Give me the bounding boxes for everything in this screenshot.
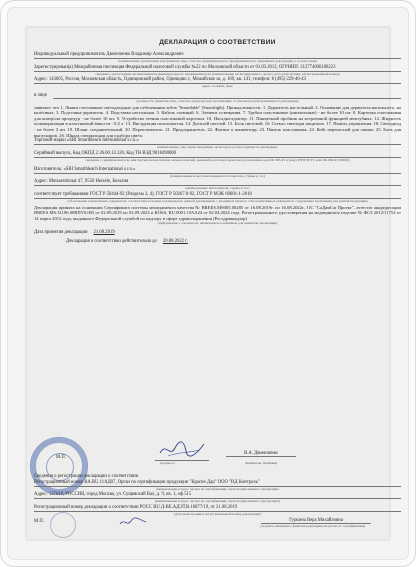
manufacturer-name-caption: (наименование и местонахождение изготовителя, страны и т.п.) bbox=[170, 173, 265, 178]
stamp-label-applicant: М.П. bbox=[56, 455, 66, 460]
applicant-signature bbox=[158, 438, 206, 460]
registrar-caption: (подпись, инициалы, фамилия руководителя органа по сертификации) bbox=[260, 524, 365, 529]
applicant-registration-caption: сведения о регистрации организации или индивидуального предпринимателя (наименование регистрирующего органа, дата регистрации, регистрационный номер) bbox=[95, 71, 340, 76]
manufacturer-address: Адрес: Mutsaerdstraat 47, 9550 Herzele, Бельгия bbox=[34, 179, 401, 186]
standard-caption: (обозначение нормативных документов, соответствие которым подтверждено данной декларацией, с указанием пунктов этих нормативных документов, содержащих требования для данной продукции) bbox=[67, 199, 368, 204]
manufacturer-name: Изготовитель: «SBI Smartbleach International s.r.o.» bbox=[34, 167, 401, 174]
stamp-label-registrar: М.П. bbox=[34, 518, 44, 524]
registration-org-caption: наименование и адрес органа по сертификации, зарегистрировавшего декларацию bbox=[155, 486, 279, 491]
applicant-sign-caption: (подпись) bbox=[160, 461, 175, 465]
registrar-signature bbox=[118, 516, 148, 528]
registration-block bbox=[34, 474, 401, 530]
registration-heading: Сведения о регистрации декларации о соответствии bbox=[34, 474, 139, 479]
basis-text: Декларация принята на основании Сертификата системы менеджмента качества № BREES.MS005.00285 от 16.08.2019г. по 16.08.2022г., ОС "СаДамСм Проект", аттестат аккредитации BREES.MS.31186.00ВПУ0.005 от 02.09.2019 по 02.09.2022 и ROSS, RU.0001.10AА24 от 02.04.2024 года. Регистрационного удостоверения на медицинское изделие № ФСЗ 2012/11754 от 14 марта 2012 года, выданного Федеральной службой по надзору в сфере здравоохранения (Росздравнадзор) bbox=[34, 204, 401, 221]
product-serial: Серийный выпуск, Код ОКПД 2 26.60.13.120, Код ТН ВЭД 9018490000 bbox=[34, 151, 401, 158]
registrar-name: Гуркина Вера Михайловна bbox=[261, 518, 371, 525]
applicant-address: Адрес: 143005, Россия, Московская область, Одинцовский район, Одинцово г., Можайское ш, д. 169, кв. 141, телефон: 8 (495) 229-40-43 bbox=[34, 77, 401, 84]
registration-address-caption: (наименование и адрес органа по сертификации, зарегистрировавшего декларацию) bbox=[154, 499, 281, 504]
applicant-name-caption: наименование организации или фамилия, имя, отчество индивидуального предпринимателя, принявших декларацию о соответствии bbox=[118, 59, 317, 64]
valid-date-value: 20.08.2022 г. bbox=[162, 238, 188, 244]
accepted-date-value: 21.08.2019 bbox=[93, 230, 115, 236]
registration-address: Адрес: 127018, РОССИЯ, город Москва, ул. Сущевский Вал, д. 9, кв. 1, оф.515 bbox=[34, 492, 401, 499]
product-brand: Торговой марки «SBI Smartbleach International s.r.o.» bbox=[34, 138, 401, 145]
standard-text: соответствует требованиям ГОСТ Р 50444-92 (Разделы 3, 4), ГОСТ Р 50267.0-92, ГОСТ Р МЭК 60601-1-2010 bbox=[34, 192, 401, 199]
product-brand-caption: наименование, тип, марка продукции, на которую распространяется декларация, bbox=[157, 145, 278, 150]
registration-number-caption: (дата регистрации и регистрационный номер декларации) bbox=[174, 512, 261, 517]
product-description: заявляет, что 1. Линии стеллажные светодиодные для отбеливания зубов "Smartlabb" (Smartlight). Принадлежности: 1. Держатель настольный. 2. Основание для держателя напольного, на колёсиках. 3. Подставка-держатель. 4. Подставка настольная. 5. Кабель сьемный. 6. Элемент освещения. 7. Трубки пластиковые (ниппельные) - не более 10 шт. 8. Карточка пластиковая для контроля процедур - не более 10 шт. 9. Устройство чтения пластиковой карточки. 10. Насадка-адаптер. 11. Пинцетный пробник на встроенной функцией межзубных. 12. Жидкость полимеризации в пластиковой ёмкости - 0,5 л. 13. Инструкция пользователя. 14. Дисплей светлой. 15. Блок световой. 16. Стекло светлорн защитное. 17. Панель управления. 18. Светодиод - не более 3 шт. 19. Шланг соединительный. 20. Переключатель. 21. Предохранитель. 22. Фитинг к коннектору. 23. Панель пластиковая. 24. Кейс переносной для лампы. 25. Блок для выпускаров. 26. Шкала специальная для подбора цвета. bbox=[34, 104, 401, 138]
applicant-name-caption: (инициалы, фамилия) bbox=[244, 461, 278, 465]
accepted-date-label: Дата принятия декларации bbox=[34, 230, 88, 236]
manufacturer-address-caption: (наименование изготовителя, страна и т.п.) bbox=[185, 186, 250, 191]
person-caption: (должность, фамилия, имя, отчество руководителя организации, от имени которой принимается декларация) bbox=[136, 99, 299, 104]
declaration-content bbox=[34, 39, 401, 244]
basis-caption: (информация о документах, являющихся основанием для принятия декларации) bbox=[157, 221, 278, 226]
applicant-registration: Зарегистрирован(а) Межрайонная инспекция Федеральной налоговой службы №22 по Московской области от 01.03.2012, ОГРНИП: 312774606100223 bbox=[34, 65, 401, 72]
applicant-name: Индивидуальный предприниматель Двоеиченко Владимир Александрович bbox=[34, 52, 401, 59]
page-title: ДЕКЛАРАЦИЯ О СООТВЕТСТВИИ bbox=[159, 39, 276, 46]
valid-date-label: Декларация о соответствии действительна до bbox=[66, 238, 157, 244]
valid-date-row bbox=[34, 239, 401, 245]
applicant-address-caption: адрес, телефон, факс bbox=[201, 84, 234, 89]
registrar-stamp bbox=[50, 512, 76, 538]
registrar-row bbox=[34, 518, 401, 525]
product-serial-caption: сведения о серийном выпуске или партии (номер партии, номера изделий, реквизиты договора (контракта), накладная, код ОК 005-93 и (или) ТН ВЭД ТС или ОК 002-93 (ОКП)) bbox=[85, 158, 350, 162]
person-label: в лице bbox=[34, 93, 47, 99]
registration-number: Регистрационный номер декларации о соответствии РОСС RU Д-BE.АДЭТ.В.16877/19, от 21.08.2019 bbox=[34, 505, 401, 512]
registration-org: Регистрационный номер RA.RU.11AД07, Орган по сертификации продукции "Красно Дар" ООО "НД Контроль" bbox=[34, 480, 401, 487]
applicant-signer-name: В.А. Двоеиченко bbox=[226, 451, 296, 457]
